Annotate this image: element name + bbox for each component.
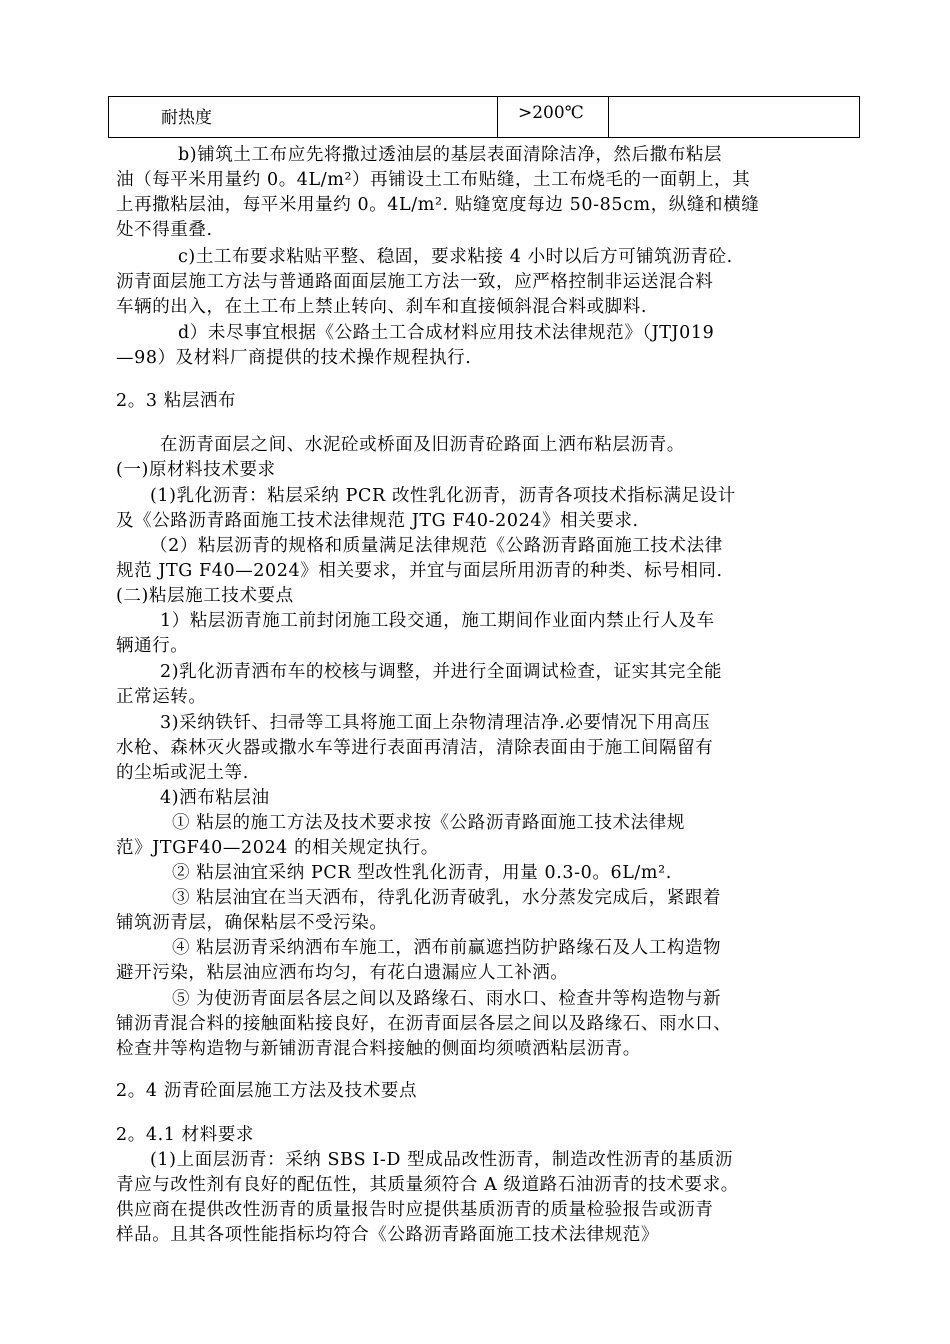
section-heading: 2。3 粘层洒布 <box>116 391 237 411</box>
paragraph-line: c)土工布要求粘贴平整、稳固，要求粘接 4 小时以后方可铺筑沥青砼. <box>178 247 733 267</box>
paragraph-line: 车辆的出入，在土工布上禁止转向、刹车和直接倾斜混合料或脚料. <box>116 297 648 317</box>
property-cell: 耐热度 <box>109 97 498 138</box>
paragraph-line: 避开污染，粘层油应洒布均匀，有花白遗漏应人工补洒。 <box>116 963 569 983</box>
paragraph-line: 铺筑沥青层，确保粘层不受污染。 <box>116 913 388 933</box>
paragraph-line: 检查井等构造物与新铺沥青混合料接触的侧面均须喷洒粘层沥青。 <box>116 1039 641 1059</box>
paragraph-line: 上再撒粘层油，每平米用量约 0。4L/m². 贴缝宽度每边 50-85cm，纵缝和横缝 <box>116 195 760 215</box>
paragraph-line: ⑤ 为使沥青面层各层之间以及路缘石、雨水口、检查井等构造物与新 <box>172 989 722 1009</box>
paragraph-line: 4)洒布粘层油 <box>160 788 270 808</box>
paragraph-line: d）未尽事宜根据《公路土工合成材料应用技术法律规范》（JTJ019 <box>178 323 715 343</box>
paragraph-line: 2)乳化沥青洒布车的校核与调整，并进行全面调试检查，证实其完全能 <box>160 662 723 682</box>
paragraph-line: 处不得重叠. <box>116 220 213 240</box>
paragraph-line: ① 粘层的施工方法及技术要求按《公路沥青路面施工技术法律规 <box>172 813 685 833</box>
paragraph-line: (1)乳化沥青：粘层采纳 PCR 改性乳化沥青，沥青各项技术指标满足设计 <box>150 486 736 506</box>
paragraph-line: ② 粘层油宜采纳 PCR 型改性乳化沥青，用量 0.3-0。6L/m². <box>172 863 672 883</box>
subsection-heading: (二)粘层施工技术要点 <box>116 586 294 606</box>
paragraph-line: ③ 粘层油宜在当天洒布，待乳化沥青破乳，水分蒸发完成后，紧跟着 <box>172 888 722 908</box>
table-row <box>109 97 860 138</box>
paragraph-line: b)铺筑土工布应先将撒过透油层的基层表面清除洁净，然后撒布粘层 <box>178 145 723 165</box>
section-heading: 2。4 沥青砼面层施工方法及技术要点 <box>116 1081 418 1101</box>
subsection-heading: (一)原材料技术要求 <box>116 460 276 480</box>
paragraph-line: 辆通行。 <box>116 636 189 656</box>
paragraph-line: 油（每平米用量约 0。4L/m²）再铺设土工布贴缝，土工布烧毛的一面朝上，其 <box>116 170 751 190</box>
note-cell <box>609 97 860 138</box>
paragraph-line: 正常运转。 <box>116 687 207 707</box>
paragraph-line: 在沥青面层之间、水泥砼或桥面及旧沥青砼路面上洒布粘层沥青。 <box>160 435 685 455</box>
value-cell: >200℃ <box>498 97 609 138</box>
paragraph-line: 范》JTGF40—2024 的相关规定执行。 <box>116 838 439 858</box>
paragraph-line: 供应商在提供改性沥青的质量报告时应提供基质沥青的质量检验报告或沥青 <box>116 1200 714 1220</box>
paragraph-line: (1)上面层沥青：采纳 SBS I-D 型成品改性沥青，制造改性沥青的基质沥 <box>150 1150 733 1170</box>
section-heading: 2。4.1 材料要求 <box>116 1125 255 1145</box>
paragraph-line: 沥青面层施工方法与普通路面面层施工方法一致，应严格控制非运送混合料 <box>116 272 714 292</box>
paragraph-line: —98）及材料厂商提供的技术操作规程执行. <box>116 348 472 368</box>
paragraph-line: ④ 粘层沥青采纳洒布车施工，洒布前赢遮挡防护路缘石及人工构造物 <box>172 938 722 958</box>
spec-table <box>108 96 860 138</box>
paragraph-line: 铺沥青混合料的接触面粘接良好，在沥青面层各层之间以及路缘石、雨水口、 <box>116 1014 732 1034</box>
paragraph-line: 青应与改性剂有良好的配伍性，其质量须符合 A 级道路石油沥青的技术要求。 <box>116 1175 739 1195</box>
paragraph-line: 规范 JTG F40—2024》相关要求，并宜与面层所用沥青的种类、标号相同. <box>116 561 723 581</box>
paragraph-line: 的尘垢或泥土等. <box>116 763 249 783</box>
paragraph-line: （2）粘层沥青的规格和质量满足法律规范《公路沥青路面施工技术法律 <box>150 536 723 556</box>
paragraph-line: 样品。且其各项性能指标均符合《公路沥青路面施工技术法律规范》 <box>116 1225 659 1245</box>
paragraph-line: 1）粘层沥青施工前封闭施工段交通，施工期间作业面内禁止行人及车 <box>160 611 715 631</box>
paragraph-line: 3)采纳铁钎、扫帚等工具将施工面上杂物清理洁净.必要情况下用高压 <box>160 713 711 733</box>
paragraph-line: 及《公路沥青路面施工技术法律规范 JTG F40-2024》相关要求. <box>116 511 639 531</box>
paragraph-line: 水枪、森林灭火器或撒水车等进行表面再清洁，清除表面由于施工间隔留有 <box>116 738 714 758</box>
